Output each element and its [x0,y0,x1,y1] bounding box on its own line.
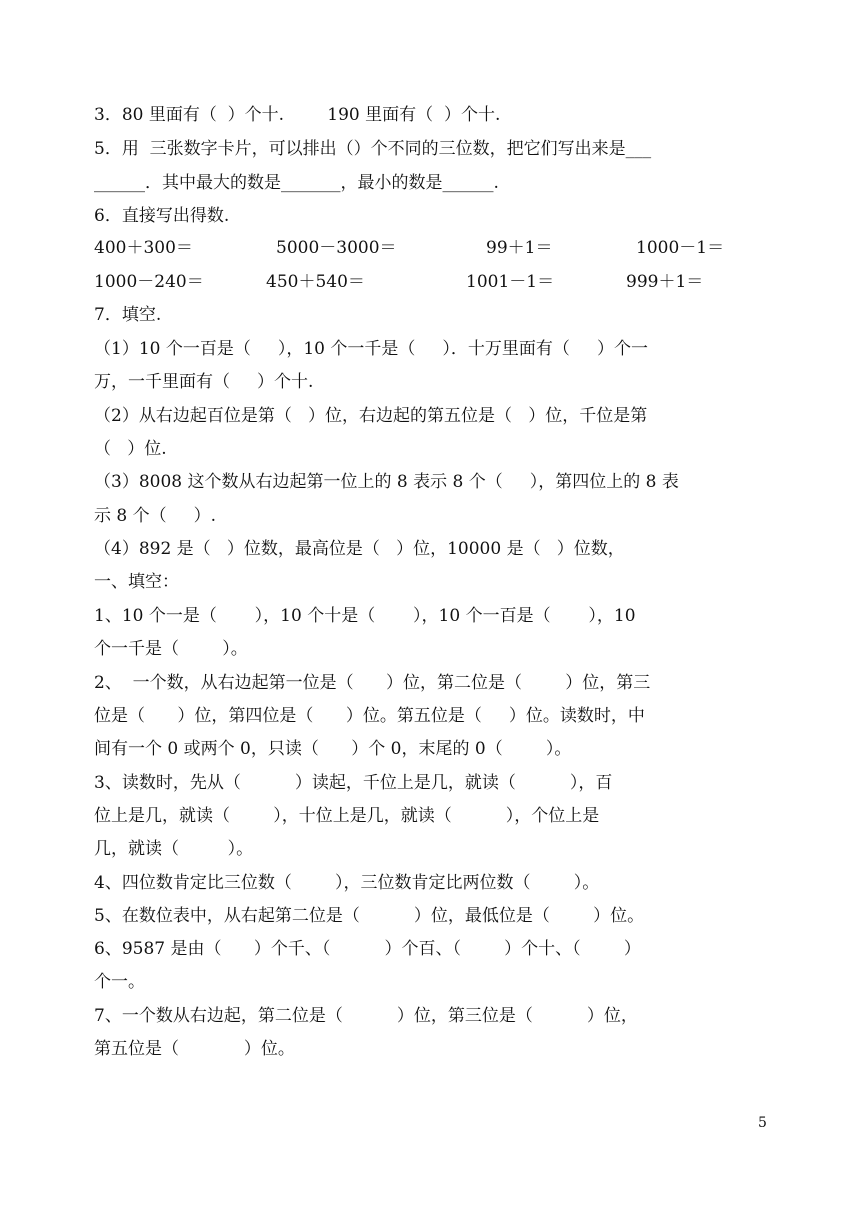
text-line: （2）从右边起百位是第（ ）位，右边起的第五位是（ ）位，千位是第 [94,406,648,426]
text-line: 位是（ ）位，第四位是（ ）位。第五位是（ ）位。读数时，中 [94,706,645,726]
text-line: 万，一千里面有（ ）个十. [94,372,314,392]
calc-item: 1001－1＝ [466,272,555,292]
text-line: 5、在数位表中，从右起第二位是（ ）位，最低位是（ ）位。 [94,906,645,926]
calc-item: 999＋1＝ [626,272,704,292]
page-number: 5 [758,1115,767,1131]
text-line: 6．直接写出得数. [94,206,230,226]
text-line: 7．填空. [94,305,162,325]
text-line: 位上是几，就读（ ），十位上是几，就读（ ），个位上是 [94,806,600,826]
text-line: 1、10 个一是（ ），10 个十是（ ），10 个一百是（ ），10 [94,606,636,626]
text-line: （3）8008 这个数从右边起第一位上的 8 表示 8 个（ ），第四位上的 8 表 [94,472,679,492]
text-line: 5．用 三张数字卡片，可以排出（）个不同的三位数，把它们写出来是___ [94,139,652,159]
text-line: 4、四位数肯定比三位数（ ），三位数肯定比两位数（ ）。 [94,873,600,893]
text-line: 个一。 [94,972,145,992]
calc-item: 400＋300＝ [94,238,193,258]
calc-item: 1000－240＝ [94,272,204,292]
calc-item: 450＋540＝ [266,272,365,292]
text-line: （ ）位. [94,439,167,459]
text-line: 第五位是（ ）位。 [94,1039,295,1059]
text-line: 几，就读（ ）。 [94,839,254,859]
text-line: 示 8 个（ ）. [94,506,217,526]
section-heading: 一、填空： [94,572,179,592]
calc-item: 5000－3000＝ [276,238,397,258]
text-line: 间有一个 0 或两个 0，只读（ ）个 0，末尾的 0（ ）。 [94,739,572,759]
calc-item: 1000－1＝ [636,238,725,258]
text-line: 个一千是（ ）。 [94,639,248,659]
text-line: 6、9587 是由（ ）个千、（ ）个百、（ ）个十、（ ） [94,939,641,959]
text-line: 7、一个数从右边起，第二位是（ ）位，第三位是（ ）位， [94,1006,638,1026]
text-line: （1）10 个一百是（ ），10 个一千是（ ）．十万里面有（ ）个一 [94,339,648,359]
text-line: ______．其中最大的数是_______，最小的数是______. [94,173,499,193]
text-line: （4）892 是（ ）位数，最高位是（ ）位，10000 是（ ）位数， [94,539,625,559]
calc-item: 99＋1＝ [486,238,553,258]
text-line: 3、读数时，先从（ ）读起，千位上是几，就读（ ），百 [94,773,613,793]
text-line: 2、 一个数，从右边起第一位是（ ）位，第二位是（ ）位，第三 [94,673,651,693]
text-line: 3．80 里面有（ ）个十. 190 里面有（ ）个十. [94,105,501,125]
